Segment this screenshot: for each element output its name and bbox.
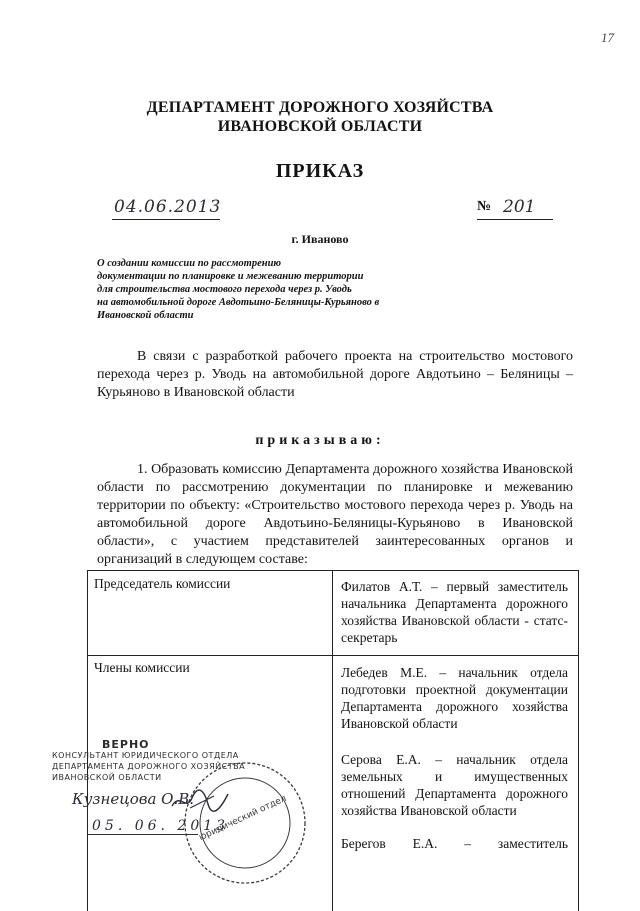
members-role-cell: Члены комиссии [94,660,190,675]
page-number: 17 [601,30,614,45]
document-title: ПРИКАЗ [275,160,365,182]
verno-label: ВЕРНО [102,738,150,751]
number-field [477,197,553,220]
subject-block [97,257,427,322]
subject-line: документации по планировке и межеванию территории [97,271,364,282]
item-1-paragraph: 1. Образовать комиссию Департамента дорожного хозяйства Ивановской области по рассмотрению документации по планировке и межеванию территории по объекту: «Строительство мостового перехода через р. Уводь на автомобильной дороге Авдотьино-Беляницы-Курьяново в Ивановской области», с участием представителей заинтересованных органов и организаций в следующем составе: [97,462,573,567]
subject-line: на автомобильной дороге Авдотьино-Беляницы-Курьяново в [97,297,380,308]
round-stamp [180,758,310,888]
date-field [112,197,220,220]
subject-line: О создании комиссии по рассмотрению [97,258,282,269]
handwritten-number: 201 [503,197,536,217]
certification-stamp-block [52,738,352,898]
chairman-member-cell: Филатов А.Т. – первый заместитель начальника Департамента дорожного хозяйства Ивановской области - статс-секретарь [341,579,568,645]
handwritten-date: 04.06.2013 [114,197,222,217]
number-sign: № [477,199,492,214]
chairman-role-cell: Председатель комиссии [94,576,231,591]
header-line-2: ИВАНОВСКОЙ ОБЛАСТИ [217,118,423,135]
city-line: г. Иваново [291,232,349,246]
order-word: приказываю: [255,433,385,448]
subject-line: Ивановской области [97,310,194,321]
member-entry: Серова Е.А. – начальник отдела земельных и имущественных отношений Департамента дорожного хозяйства Ивановской области [341,752,568,818]
preamble-paragraph: В связи с разработкой рабочего проекта на строительство мостового перехода через р. Уводь на автомобильной дороге Авдотьино – Беляницы – Курьяново в Ивановской области [97,349,573,400]
member-entry: Берегов Е.А. – заместитель [341,836,568,851]
header-line-1: ДЕПАРТАМЕНТ ДОРОЖНОГО ХОЗЯЙСТВА [146,99,494,116]
subject-line: для строительства мостового перехода через р. Уводь [97,284,352,295]
table-row-divider [88,655,578,656]
department-header [0,98,640,136]
certifier-position-line: КОНСУЛЬТАНТ ЮРИДИЧЕСКОГО ОТДЕЛА [52,751,239,760]
member-entry: Лебедев М.Е. – начальник отдела подготовки проектной документации Департамента дорожного хозяйства Ивановской области [341,665,568,731]
handwritten-sign-date: 05. 06. 2013 [92,818,230,834]
stamp-inner-text: юридический отдел [197,793,289,844]
handwritten-signer-name: Кузнецова О.В. [72,790,195,808]
certifier-department-line: ДЕПАРТАМЕНТА ДОРОЖНОГО ХОЗЯЙСТВА [52,762,246,771]
certifier-region-line: ИВАНОВСКОЙ ОБЛАСТИ [52,773,162,782]
